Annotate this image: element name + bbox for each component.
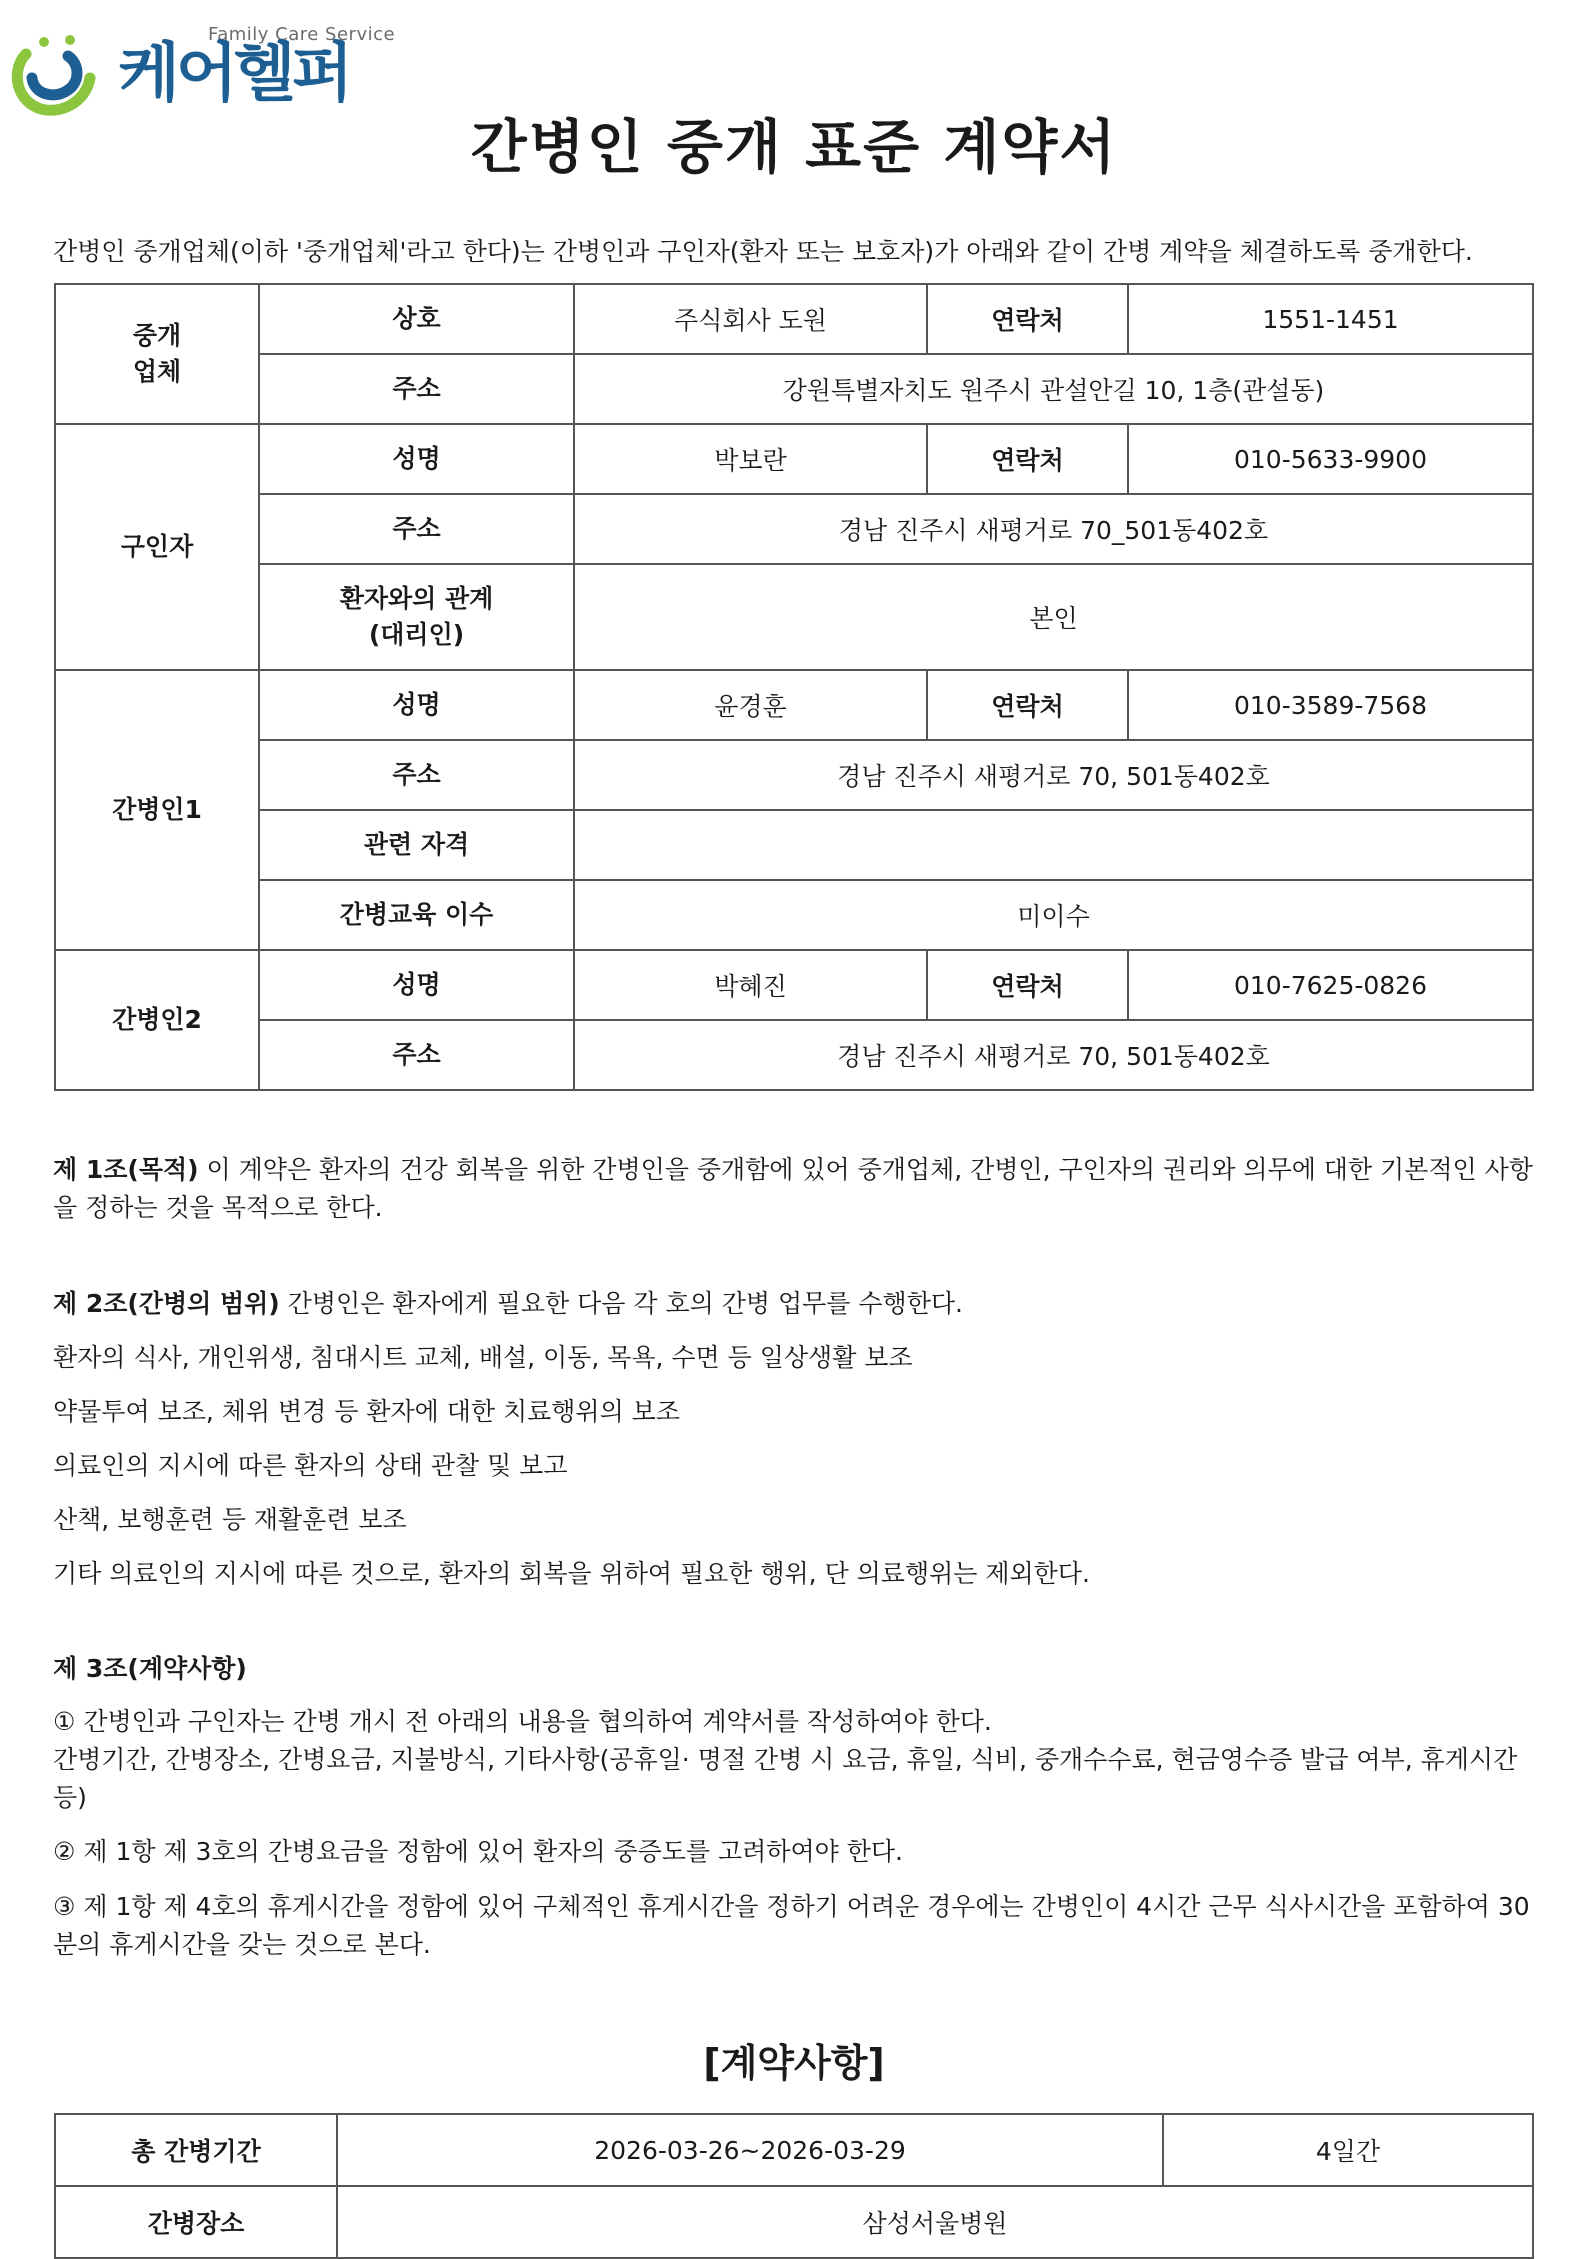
period-value: 2026-03-26~2026-03-29: [337, 2114, 1163, 2186]
caregiver2-name: 박혜진: [574, 950, 927, 1020]
place-label: 간병장소: [55, 2186, 337, 2258]
table-row: [55, 564, 1533, 670]
client-address-label: 주소: [259, 494, 574, 564]
table-row: [55, 810, 1533, 880]
list-item: 기타 의료인의 지시에 따른 것으로, 환자의 회복을 위하여 필요한 행위, 단 의료행위는 제외한다.: [53, 1559, 1090, 1588]
caregiver1-education-label: 간병교육 이수: [259, 880, 574, 950]
caregiver1-qualification-label: 관련 자격: [259, 810, 574, 880]
article-2-text: 간병인은 환자에게 필요한 다음 각 호의 간병 업무를 수행한다.: [279, 1289, 963, 1318]
parties-table: [54, 283, 1534, 1091]
article-3-p1-detail-line1: 간병기간, 간병장소, 간병요금, 지불방식, 기타사항(공휴일· 명절 간병 시 요금, 휴일, 식비, 중개수수료, 현금영수증 발급 여부, 휴게시간: [53, 1745, 1518, 1774]
table-row: [55, 670, 1533, 740]
client-name-label: 성명: [259, 424, 574, 494]
broker-address: 강원특별자치도 원주시 관설안길 10, 1층(관설동): [574, 354, 1533, 424]
caregiver1-name: 윤경훈: [574, 670, 927, 740]
client-contact: 010-5633-9900: [1128, 424, 1533, 494]
table-row: [55, 950, 1533, 1020]
table-row: [55, 740, 1533, 810]
broker-name-label: 상호: [259, 284, 574, 354]
list-item: 약물투여 보조, 체위 변경 등 환자에 대한 치료행위의 보조: [53, 1397, 680, 1426]
client-contact-label: 연락처: [927, 424, 1128, 494]
article-3-paragraph-1: [53, 1703, 1538, 1817]
period-label: 총 간병기간: [55, 2114, 337, 2186]
article-3-p3-line1: ③ 제 1항 제 4호의 휴게시간을 정함에 있어 구체적인 휴게시간을 정하기 어려운 경우에는 간병인이 4시간 근무 식사시간을 포함하여 30: [53, 1892, 1530, 1921]
caregiver1-address-label: 주소: [259, 740, 574, 810]
table-row: [55, 2114, 1533, 2186]
broker-name: 주식회사 도원: [574, 284, 927, 354]
document-title: 간병인 중개 표준 계약서: [470, 113, 1118, 181]
article-1: [53, 1151, 1538, 1227]
caregiver1-qualification: [574, 810, 1533, 880]
client-relation: 본인: [574, 564, 1533, 670]
article-3-paragraph-3: [53, 1888, 1538, 1964]
broker-contact-label: 연락처: [927, 284, 1128, 354]
caregiver1-contact-label: 연락처: [927, 670, 1128, 740]
caregiver2-group-label: 간병인2: [55, 950, 259, 1090]
broker-label-line2: 업체: [132, 357, 182, 386]
caregiver2-address-label: 주소: [259, 1020, 574, 1090]
table-row: [55, 494, 1533, 564]
caregiver1-group-label: 간병인1: [55, 670, 259, 950]
caregiver2-contact: 010-7625-0826: [1128, 950, 1533, 1020]
table-row: [55, 880, 1533, 950]
article-1-line1: 이 계약은 환자의 건강 회복을 위한 간병인을 중개함에 있어 중개업체, 간병인, 구인자의 권리와 의무에 대한 기본적인 사항: [198, 1155, 1533, 1184]
relation-label-line1: 환자와의 관계: [339, 583, 494, 613]
table-row: [55, 2186, 1533, 2258]
logo-tagline: Family Care Service: [208, 24, 396, 45]
table-row: [55, 424, 1533, 494]
caregiver2-address: 경남 진주시 새평거로 70, 501동402호: [574, 1020, 1533, 1090]
logo-name: 케어헬퍼: [118, 37, 350, 111]
article-3-p3-line2: 분의 휴게시간을 갖는 것으로 본다.: [53, 1930, 431, 1959]
caregiver2-name-label: 성명: [259, 950, 574, 1020]
list-item: 산책, 보행훈련 등 재활훈련 보조: [53, 1505, 407, 1534]
table-row: [55, 1020, 1533, 1090]
article-3-p1-detail-line2: 등): [53, 1783, 87, 1812]
table-row: [55, 354, 1533, 424]
client-address: 경남 진주시 새평거로 70_501동402호: [574, 494, 1533, 564]
list-item: 환자의 식사, 개인위생, 침대시트 교체, 배설, 이동, 목욕, 수면 등 일상생활 보조: [53, 1343, 913, 1372]
place-value: 삼성서울병원: [337, 2186, 1533, 2258]
client-name: 박보란: [574, 424, 927, 494]
broker-address-label: 주소: [259, 354, 574, 424]
table-row: [55, 284, 1533, 354]
broker-label-line1: 중개: [132, 320, 182, 350]
article-2: [53, 1285, 1538, 1323]
article-3-heading: [53, 1650, 1538, 1688]
client-relation-label: [259, 564, 574, 670]
caregiver1-contact: 010-3589-7568: [1128, 670, 1533, 740]
broker-group-label: [55, 284, 259, 424]
caregiver2-contact-label: 연락처: [927, 950, 1128, 1020]
contract-table: [54, 2113, 1534, 2259]
relation-label-line2: (대리인): [368, 620, 465, 649]
broker-contact: 1551-1451: [1128, 284, 1533, 354]
contract-section-heading: [계약사항]: [703, 2041, 885, 2085]
period-days: 4일간: [1163, 2114, 1533, 2186]
client-group-label: 구인자: [55, 424, 259, 670]
intro-text: 간병인 중개업체(이하 '중개업체'라고 한다)는 간병인과 구인자(환자 또는 보호자)가 아래와 같이 간병 계약을 체결하도록 중개한다.: [53, 237, 1473, 266]
article-2-heading: 제 2조(간병의 범위): [53, 1289, 280, 1318]
caregiver1-name-label: 성명: [259, 670, 574, 740]
caregiver1-address: 경남 진주시 새평거로 70, 501동402호: [574, 740, 1533, 810]
article-1-heading: 제 1조(목적): [53, 1155, 199, 1184]
article-3-paragraph-2: ② 제 1항 제 3호의 간병요금을 정함에 있어 환자의 중증도를 고려하여야 한다.: [53, 1837, 903, 1866]
list-item: 의료인의 지시에 따른 환자의 상태 관찰 및 보고: [53, 1451, 568, 1480]
caregiver1-education: 미이수: [574, 880, 1533, 950]
article-3-heading-text: 제 3조(계약사항): [53, 1654, 247, 1683]
article-3-p1: ① 간병인과 구인자는 간병 개시 전 아래의 내용을 협의하여 계약서를 작성하여야 한다.: [53, 1707, 992, 1736]
article-1-line2: 을 정하는 것을 목적으로 한다.: [53, 1193, 383, 1222]
